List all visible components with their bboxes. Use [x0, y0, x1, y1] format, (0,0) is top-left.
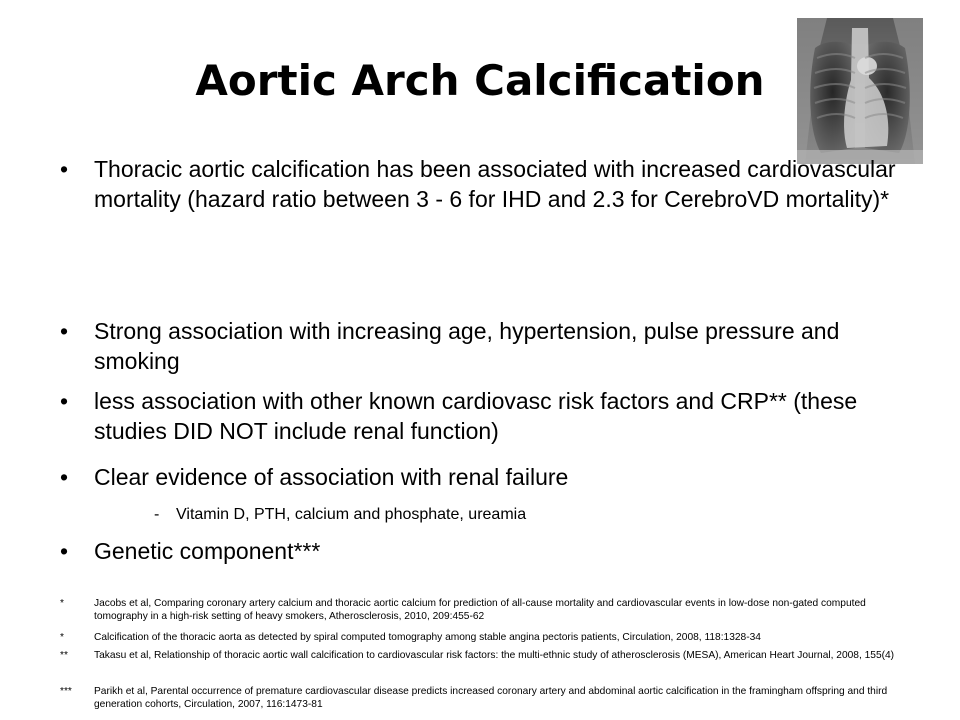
slide-title: Aortic Arch Calcification	[195, 56, 765, 105]
sub-bullet-marker: -	[154, 506, 160, 523]
bullet-text: Clear evidence of association with renal failure	[94, 464, 569, 490]
reference-marker: *	[60, 598, 64, 609]
bullet-marker: •	[60, 388, 69, 414]
bullet-item	[60, 462, 920, 492]
reference-item	[60, 598, 910, 623]
reference-marker: **	[60, 650, 68, 661]
sub-bullet-text: Vitamin D, PTH, calcium and phosphate, ureamia	[176, 506, 527, 523]
bullet-item	[60, 386, 920, 446]
sub-bullet-item	[154, 504, 526, 526]
bullet-text: Thoracic aortic calcification has been associated with increased cardiovascular mortality (hazard ratio between 3 - 6 for IHD and 2.3 for CerebroVD mortality)*	[94, 156, 896, 212]
bullet-marker: •	[60, 318, 69, 344]
bullet-marker: •	[60, 464, 69, 490]
bullet-text: Genetic component***	[94, 538, 321, 564]
reference-text: Calcification of the thoracic aorta as detected by spiral computed tomography among stable angina pectoris patients, Circulation, 2008, 118:1328-34	[94, 632, 761, 643]
chest-xray-graphic	[797, 18, 923, 164]
reference-marker: ***	[60, 686, 72, 697]
bullet-marker: •	[60, 156, 69, 182]
reference-item	[60, 650, 910, 663]
chest-xray-image	[797, 18, 923, 164]
bullet-marker: •	[60, 538, 69, 564]
bullet-item	[60, 316, 920, 376]
bullet-text: less association with other known cardiovasc risk factors and CRP** (these studies DID NOT include renal function)	[94, 388, 858, 444]
reference-text: Takasu et al, Relationship of thoracic aortic wall calcification to cardiovascular risk factors: the multi-ethnic study of atherosclerosis (MESA), American Heart Journal, 2008, 155(4)	[94, 650, 895, 661]
bullet-item	[60, 536, 920, 566]
bullet-text: Strong association with increasing age, hypertension, pulse pressure and smoking	[94, 318, 840, 374]
reference-text: Parikh et al, Parental occurrence of premature cardiovascular disease predicts increased coronary artery and abdominal aortic calcification in the framingham offspring and third generation cohorts, Circulation, 2007, 116:1473-81	[94, 686, 888, 710]
reference-item	[60, 632, 910, 645]
reference-marker: *	[60, 632, 64, 643]
reference-text: Jacobs et al, Comparing coronary artery calcium and thoracic aortic calcium for prediction of all-cause mortality and cardiovascular events in low-dose non-gated computed tomography in a high-risk setting of heavy smokers, Atherosclerosis, 2010, 209:455-62	[94, 598, 866, 622]
bullet-item	[60, 154, 920, 214]
reference-item	[60, 686, 910, 711]
